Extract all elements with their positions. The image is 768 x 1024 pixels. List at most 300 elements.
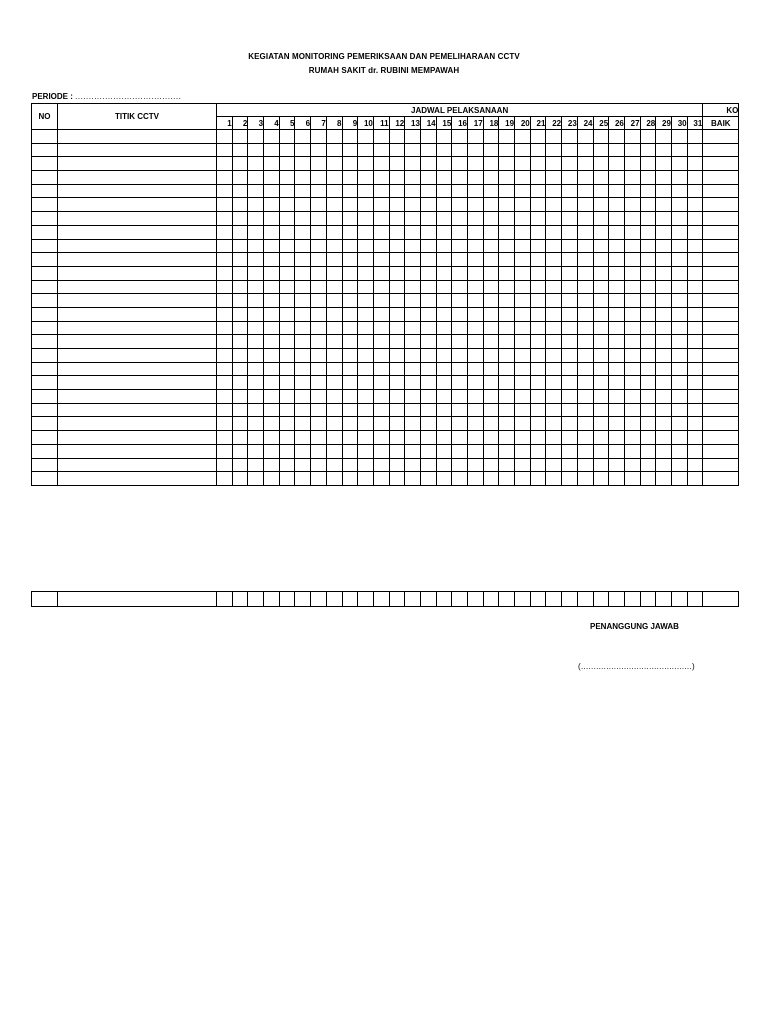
day-cell: [311, 307, 327, 321]
titik-cctv-cell: [58, 294, 217, 308]
day-cell: [530, 212, 546, 226]
day-cell: [640, 376, 656, 390]
day-cell: [342, 198, 358, 212]
day-cell: [295, 431, 311, 445]
day-cell: [232, 417, 248, 431]
day-cell: [436, 321, 452, 335]
day-cell: [232, 212, 248, 226]
day-cell: [232, 362, 248, 376]
day-cell: [279, 349, 295, 363]
day-cell: [624, 143, 640, 157]
day-cell: [295, 266, 311, 280]
day-cell: [373, 239, 389, 253]
day-cell: [326, 349, 342, 363]
day-cell: [326, 321, 342, 335]
day-cell: [232, 130, 248, 144]
day-cell: [624, 431, 640, 445]
day-cell: [515, 403, 531, 417]
day-cell: [515, 225, 531, 239]
day-cell: [483, 376, 499, 390]
day-cell: [671, 321, 687, 335]
day-cell: [326, 335, 342, 349]
day-cell: [389, 253, 405, 267]
table-row: [32, 349, 739, 363]
day-cell: [671, 143, 687, 157]
day-cell: [295, 280, 311, 294]
kondisi-cell: [703, 376, 739, 390]
day-cell: [326, 403, 342, 417]
day-cell: [499, 321, 515, 335]
day-cell: [499, 225, 515, 239]
titik-cctv-cell: [58, 198, 217, 212]
day-cell: [562, 225, 578, 239]
day-cell: [593, 171, 609, 185]
titik-cctv-cell: [58, 225, 217, 239]
day-cell: [499, 431, 515, 445]
day-cell: [373, 349, 389, 363]
titik-cctv-cell: [58, 280, 217, 294]
no-cell: [32, 307, 58, 321]
day-cell: [593, 362, 609, 376]
kondisi-cell: [703, 321, 739, 335]
kondisi-cell: [703, 225, 739, 239]
day-cell: [342, 458, 358, 472]
kondisi-cell: [703, 171, 739, 185]
day-cell: [546, 184, 562, 198]
day-cell: [264, 280, 280, 294]
day-cell: [499, 376, 515, 390]
day-cell: [405, 266, 421, 280]
day-cell: [546, 403, 562, 417]
day-cell: [499, 266, 515, 280]
day-cell: [640, 130, 656, 144]
day-cell: [217, 472, 233, 486]
day-cell: [671, 184, 687, 198]
day-cell: [295, 212, 311, 226]
day-cell: [577, 184, 593, 198]
day-cell: [530, 376, 546, 390]
day-cell: [279, 198, 295, 212]
day-cell: [483, 225, 499, 239]
day-cell: [483, 472, 499, 486]
day-cell: [530, 431, 546, 445]
day-cell: [577, 349, 593, 363]
day-header-cell: 3: [248, 117, 264, 130]
day-cell: [530, 239, 546, 253]
day-cell: [405, 403, 421, 417]
day-cell: [373, 431, 389, 445]
day-cell: [452, 458, 468, 472]
day-cell: [640, 239, 656, 253]
day-cell: [405, 157, 421, 171]
day-cell: [217, 458, 233, 472]
day-cell: [483, 431, 499, 445]
day-header-cell: 28: [640, 117, 656, 130]
day-header-cell: 18: [483, 117, 499, 130]
day-cell: [546, 349, 562, 363]
day-cell: [295, 225, 311, 239]
day-cell: [248, 592, 264, 607]
day-cell: [279, 458, 295, 472]
day-cell: [452, 417, 468, 431]
day-header-cell: 21: [530, 117, 546, 130]
day-cell: [499, 335, 515, 349]
day-cell: [452, 592, 468, 607]
day-cell: [295, 403, 311, 417]
day-cell: [530, 225, 546, 239]
day-cell: [436, 403, 452, 417]
day-cell: [656, 362, 672, 376]
day-cell: [483, 212, 499, 226]
day-cell: [640, 225, 656, 239]
day-cell: [593, 390, 609, 404]
day-cell: [326, 143, 342, 157]
day-cell: [405, 225, 421, 239]
day-cell: [295, 376, 311, 390]
day-cell: [358, 444, 374, 458]
day-cell: [389, 157, 405, 171]
day-cell: [373, 143, 389, 157]
table-row: [32, 171, 739, 185]
day-cell: [248, 212, 264, 226]
titik-cctv-cell: [58, 212, 217, 226]
day-cell: [342, 349, 358, 363]
day-cell: [656, 390, 672, 404]
day-cell: [640, 143, 656, 157]
day-cell: [468, 294, 484, 308]
day-cell: [420, 184, 436, 198]
day-cell: [311, 592, 327, 607]
day-cell: [562, 472, 578, 486]
day-cell: [593, 431, 609, 445]
day-cell: [217, 143, 233, 157]
day-cell: [468, 403, 484, 417]
day-cell: [295, 362, 311, 376]
day-cell: [640, 198, 656, 212]
day-cell: [593, 307, 609, 321]
titik-cctv-cell: [58, 130, 217, 144]
day-cell: [342, 362, 358, 376]
day-cell: [420, 458, 436, 472]
day-cell: [326, 362, 342, 376]
day-cell: [373, 184, 389, 198]
day-cell: [389, 444, 405, 458]
day-cell: [546, 198, 562, 212]
table-row: [32, 444, 739, 458]
day-cell: [295, 444, 311, 458]
day-cell: [232, 321, 248, 335]
day-cell: [530, 157, 546, 171]
day-cell: [609, 592, 625, 607]
day-cell: [593, 198, 609, 212]
day-cell: [232, 592, 248, 607]
kondisi-cell: [703, 431, 739, 445]
day-cell: [671, 266, 687, 280]
day-cell: [499, 390, 515, 404]
day-cell: [311, 472, 327, 486]
day-cell: [311, 376, 327, 390]
day-cell: [656, 444, 672, 458]
day-cell: [530, 307, 546, 321]
periode-dots: .......................................: [75, 92, 182, 101]
day-cell: [358, 307, 374, 321]
day-cell: [656, 253, 672, 267]
day-cell: [609, 444, 625, 458]
day-cell: [530, 253, 546, 267]
day-cell: [373, 307, 389, 321]
day-cell: [342, 444, 358, 458]
day-cell: [499, 458, 515, 472]
day-cell: [483, 143, 499, 157]
day-cell: [326, 458, 342, 472]
day-cell: [420, 335, 436, 349]
day-cell: [530, 592, 546, 607]
day-cell: [624, 335, 640, 349]
day-cell: [373, 171, 389, 185]
day-cell: [389, 376, 405, 390]
summary-row: [32, 592, 739, 607]
day-cell: [358, 349, 374, 363]
day-cell: [248, 376, 264, 390]
day-cell: [389, 184, 405, 198]
day-cell: [248, 431, 264, 445]
no-cell: [32, 362, 58, 376]
day-cell: [342, 321, 358, 335]
day-cell: [405, 280, 421, 294]
day-cell: [530, 403, 546, 417]
day-cell: [311, 198, 327, 212]
day-cell: [342, 280, 358, 294]
day-cell: [656, 212, 672, 226]
day-cell: [232, 472, 248, 486]
day-cell: [373, 321, 389, 335]
day-cell: [624, 239, 640, 253]
day-cell: [342, 253, 358, 267]
day-cell: [562, 184, 578, 198]
day-cell: [562, 444, 578, 458]
day-cell: [546, 307, 562, 321]
titik-cctv-cell: [58, 335, 217, 349]
day-cell: [499, 417, 515, 431]
day-cell: [311, 239, 327, 253]
day-cell: [562, 431, 578, 445]
day-cell: [515, 184, 531, 198]
day-header-cell: 27: [624, 117, 640, 130]
day-cell: [687, 403, 703, 417]
day-cell: [671, 592, 687, 607]
day-cell: [671, 253, 687, 267]
day-cell: [515, 431, 531, 445]
day-cell: [436, 198, 452, 212]
day-cell: [656, 130, 672, 144]
day-cell: [358, 335, 374, 349]
day-cell: [248, 349, 264, 363]
day-cell: [217, 592, 233, 607]
day-cell: [687, 239, 703, 253]
day-cell: [279, 184, 295, 198]
day-cell: [342, 266, 358, 280]
day-cell: [232, 143, 248, 157]
day-cell: [232, 390, 248, 404]
day-cell: [609, 198, 625, 212]
kondisi-cell: [703, 362, 739, 376]
day-cell: [624, 472, 640, 486]
day-cell: [593, 130, 609, 144]
day-cell: [499, 444, 515, 458]
day-cell: [483, 130, 499, 144]
titik-cctv-cell: [58, 417, 217, 431]
day-cell: [232, 307, 248, 321]
day-cell: [295, 157, 311, 171]
day-header-cell: 30: [671, 117, 687, 130]
day-cell: [577, 592, 593, 607]
day-cell: [530, 171, 546, 185]
day-cell: [264, 362, 280, 376]
day-cell: [468, 335, 484, 349]
table-row: [32, 198, 739, 212]
day-cell: [687, 444, 703, 458]
titik-cctv-cell: [58, 472, 217, 486]
kondisi-cell: [703, 417, 739, 431]
day-cell: [342, 157, 358, 171]
day-cell: [405, 592, 421, 607]
no-cell: [32, 431, 58, 445]
day-cell: [358, 198, 374, 212]
day-cell: [656, 349, 672, 363]
day-cell: [687, 171, 703, 185]
day-header-cell: 7: [311, 117, 327, 130]
day-cell: [577, 472, 593, 486]
day-cell: [436, 266, 452, 280]
day-cell: [483, 184, 499, 198]
day-cell: [311, 266, 327, 280]
day-cell: [452, 225, 468, 239]
day-cell: [373, 198, 389, 212]
day-header-cell: 14: [420, 117, 436, 130]
day-cell: [342, 212, 358, 226]
day-cell: [609, 130, 625, 144]
day-cell: [405, 349, 421, 363]
no-cell: [32, 266, 58, 280]
day-cell: [687, 184, 703, 198]
day-cell: [468, 431, 484, 445]
day-cell: [483, 280, 499, 294]
day-cell: [546, 239, 562, 253]
day-cell: [546, 294, 562, 308]
titik-cctv-cell: [58, 266, 217, 280]
day-cell: [373, 403, 389, 417]
day-header-cell: 15: [436, 117, 452, 130]
day-cell: [671, 307, 687, 321]
kondisi-cell: [703, 157, 739, 171]
day-cell: [577, 417, 593, 431]
day-cell: [546, 225, 562, 239]
day-cell: [326, 472, 342, 486]
day-cell: [248, 157, 264, 171]
day-cell: [468, 362, 484, 376]
day-cell: [499, 294, 515, 308]
day-cell: [640, 212, 656, 226]
day-cell: [248, 444, 264, 458]
day-cell: [671, 130, 687, 144]
day-cell: [389, 171, 405, 185]
day-cell: [483, 349, 499, 363]
day-cell: [232, 184, 248, 198]
day-cell: [562, 349, 578, 363]
table-row: [32, 362, 739, 376]
day-cell: [546, 212, 562, 226]
day-cell: [452, 253, 468, 267]
day-cell: [562, 362, 578, 376]
day-cell: [609, 294, 625, 308]
day-cell: [656, 280, 672, 294]
table-row: [32, 130, 739, 144]
day-cell: [264, 431, 280, 445]
kondisi-cell: [703, 130, 739, 144]
day-cell: [436, 294, 452, 308]
day-cell: [405, 294, 421, 308]
day-cell: [593, 280, 609, 294]
day-cell: [232, 349, 248, 363]
day-cell: [640, 253, 656, 267]
day-cell: [624, 294, 640, 308]
header-titik-cctv: TITIK CCTV: [58, 104, 217, 130]
day-cell: [342, 171, 358, 185]
day-cell: [530, 130, 546, 144]
day-cell: [687, 266, 703, 280]
day-cell: [577, 362, 593, 376]
day-cell: [577, 458, 593, 472]
day-cell: [483, 417, 499, 431]
summary-table: [31, 591, 739, 607]
day-cell: [264, 225, 280, 239]
day-cell: [515, 143, 531, 157]
titik-cctv-cell: [58, 157, 217, 171]
day-cell: [264, 307, 280, 321]
day-cell: [640, 321, 656, 335]
day-cell: [389, 362, 405, 376]
titik-cctv-cell: [58, 592, 217, 607]
day-cell: [624, 198, 640, 212]
day-cell: [358, 431, 374, 445]
day-cell: [420, 280, 436, 294]
day-cell: [656, 143, 672, 157]
day-cell: [546, 458, 562, 472]
day-cell: [577, 403, 593, 417]
day-cell: [405, 458, 421, 472]
day-cell: [671, 362, 687, 376]
day-cell: [389, 294, 405, 308]
day-cell: [515, 472, 531, 486]
day-cell: [342, 472, 358, 486]
day-cell: [609, 403, 625, 417]
day-cell: [483, 321, 499, 335]
day-cell: [640, 403, 656, 417]
day-cell: [264, 294, 280, 308]
day-cell: [248, 307, 264, 321]
day-cell: [656, 198, 672, 212]
day-cell: [248, 171, 264, 185]
day-cell: [436, 335, 452, 349]
day-cell: [452, 171, 468, 185]
day-cell: [656, 376, 672, 390]
day-cell: [452, 266, 468, 280]
day-cell: [311, 362, 327, 376]
day-header-cell: 31: [687, 117, 703, 130]
day-cell: [577, 253, 593, 267]
day-cell: [593, 472, 609, 486]
day-cell: [264, 335, 280, 349]
